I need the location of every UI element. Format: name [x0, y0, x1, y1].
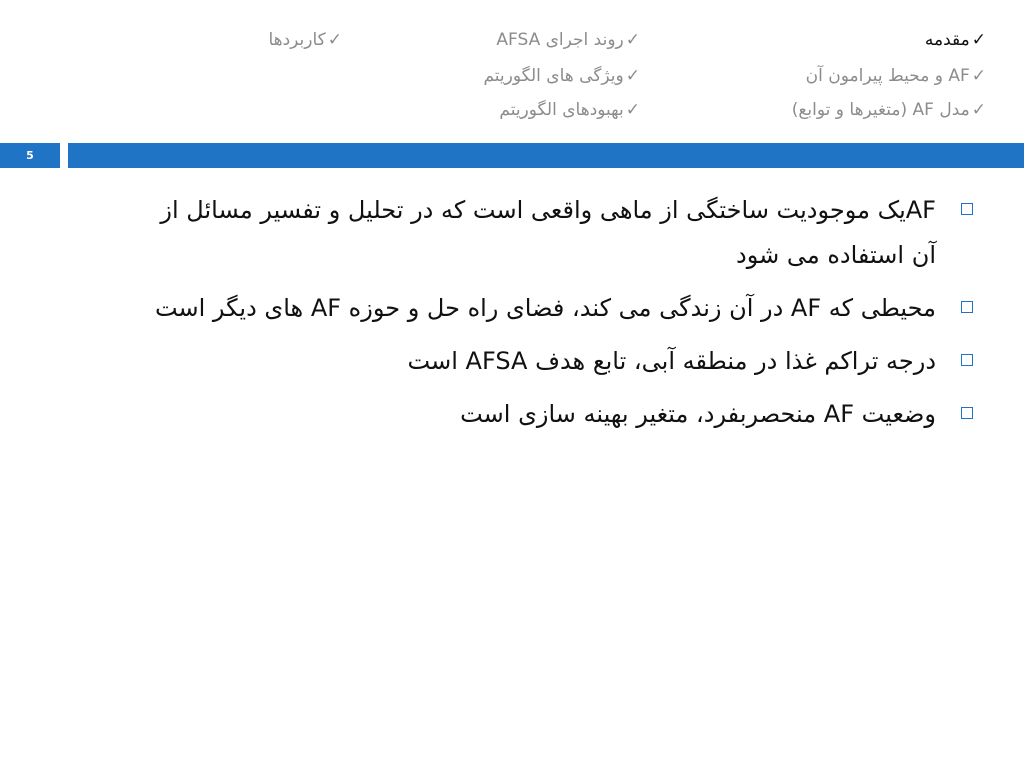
bullet-text: محیطی که AF در آن زندگی می کند، فضای راه حل و حوزه AF های دیگر است: [154, 294, 936, 322]
nav-item-label: مدل AF (متغیرها و توابع): [791, 100, 970, 120]
nav-item-af-environment[interactable]: [806, 66, 986, 86]
check-icon: ✓: [625, 66, 640, 86]
nav-item-label: کاربردها: [268, 30, 326, 50]
bullet-item: [136, 188, 976, 278]
nav-item-afsa-procedure[interactable]: [496, 30, 640, 50]
bullet-item: [136, 339, 976, 384]
bullet-text: AFیک موجودیت ساختگی از ماهی واقعی است که در تحلیل و تفسیر مسائل از آن استفاده می شود: [160, 196, 936, 269]
check-icon: ✓: [971, 100, 986, 120]
square-bullet-icon: [961, 301, 973, 313]
nav-item-intro[interactable]: [925, 30, 986, 50]
nav-item-label: بهبودهای الگوریتم: [499, 100, 624, 120]
nav-item-algorithm-features[interactable]: [483, 66, 640, 86]
check-icon: ✓: [327, 30, 342, 50]
bullet-item: [136, 286, 976, 331]
nav-item-algorithm-improvements[interactable]: [499, 100, 640, 120]
nav-item-af-model[interactable]: [792, 100, 986, 120]
nav-item-label: ویژگی های الگوریتم: [483, 66, 624, 86]
header-divider-bar: [68, 143, 1024, 168]
slide-content: [136, 188, 976, 445]
slide-number: 5: [0, 143, 60, 168]
nav-item-applications[interactable]: [268, 30, 342, 50]
nav-item-label: روند اجرای AFSA: [496, 30, 624, 50]
nav-item-label: مقدمه: [924, 30, 970, 50]
bullet-text: وضعیت AF منحصربفرد، متغیر بهینه سازی است: [460, 400, 936, 428]
check-icon: ✓: [971, 30, 986, 50]
check-icon: ✓: [625, 100, 640, 120]
square-bullet-icon: [961, 354, 973, 366]
bullet-item: [136, 392, 976, 437]
nav-item-label: AF و محیط پیرامون آن: [805, 66, 970, 86]
check-icon: ✓: [971, 66, 986, 86]
square-bullet-icon: [961, 203, 973, 215]
square-bullet-icon: [961, 407, 973, 419]
bullet-text: درجه تراکم غذا در منطقه آبی، تابع هدف AFSA است: [407, 347, 936, 375]
check-icon: ✓: [625, 30, 640, 50]
